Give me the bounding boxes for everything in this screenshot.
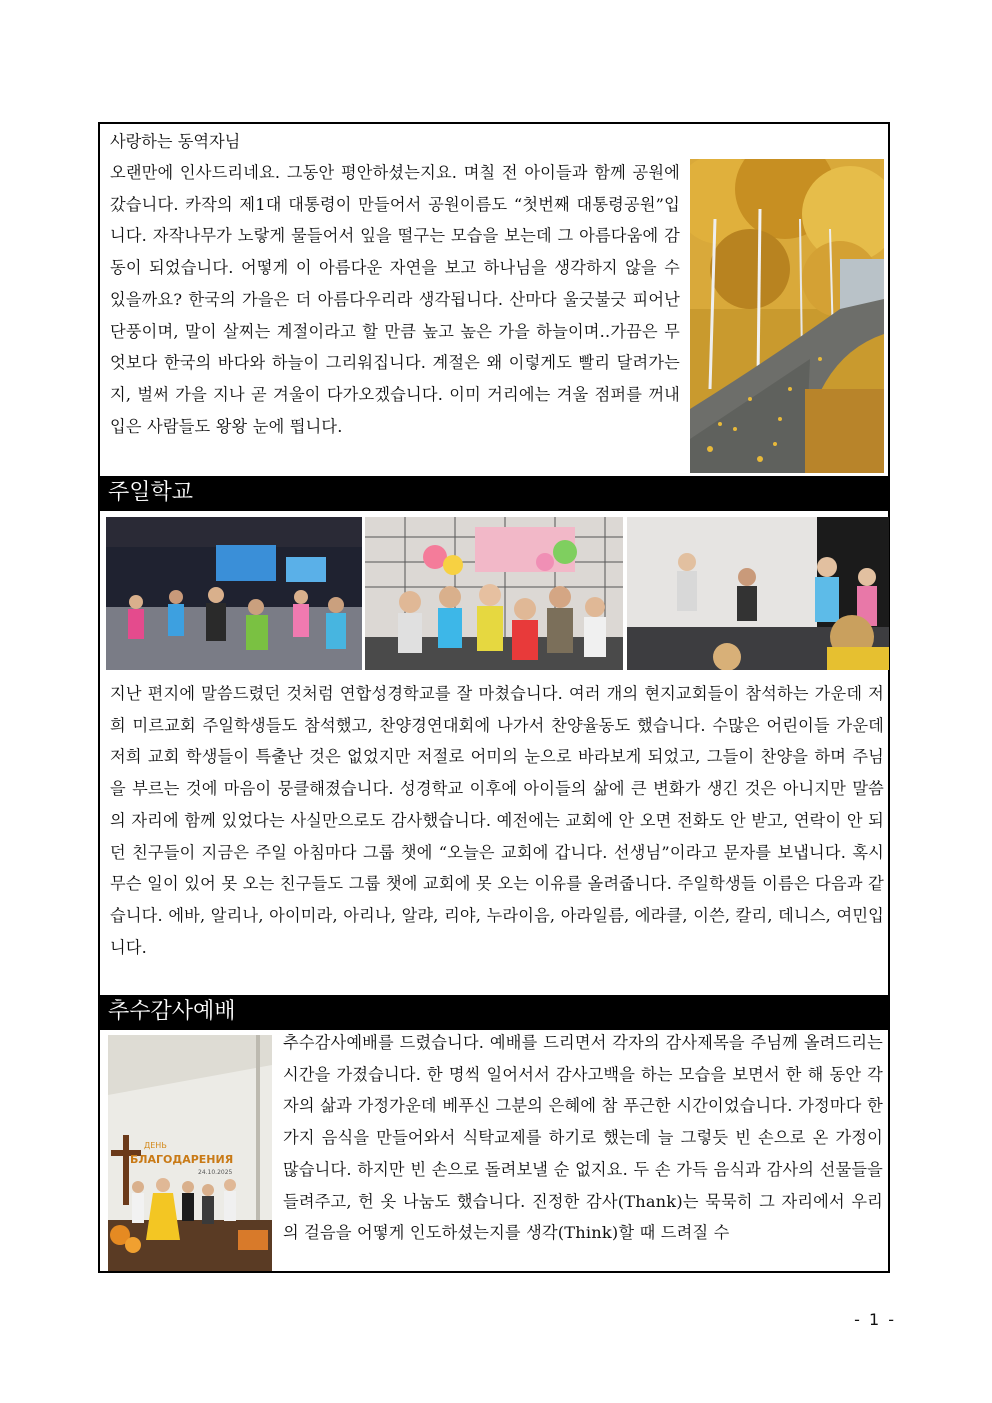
praise-dance-photo — [106, 517, 362, 670]
intro-paragraph: 오랜만에 인사드리네요. 그동안 평안하셨는지요. 며칠 전 아이들과 함께 공원에 갔습니다. 카작의 제1대 대통령이 만들어서 공원이름도 “첫번째 대통령공원”입니다. 자작나무가 노랗게 물들어서 잎을 떨구는 모습을 보는데 그 아름다움에 감동이 되었습니다. 어떻게 이 아름다운 자연을 보고 하나님을 생각하지 않을 수 있을까요? 한국의 가을은 더 아름다우리라 생각됩니다. 산마다 울긋불긋 피어난 단풍이며, 말이 살찌는 계절이라고 할 만큼 높고 높은 가을 하늘이며..가끔은 무엇보다 한국의 바다와 하늘이 그리워집니다. 계절은 왜 이렇게도 빨리 달려가는지, 벌써 가을 지나 곧 겨울이 다가오겠습니다. 이미 거리에는 겨울 점퍼를 꺼내입은 사람들도 왕왕 눈에 띕니다. — [110, 163, 680, 436]
thanksgiving-heading-bar — [100, 995, 888, 1030]
stage-presentation-photo — [627, 517, 889, 670]
thanksgiving-service-photo — [108, 1035, 272, 1271]
sunday-school-heading-bar — [100, 476, 888, 511]
thanksgiving-paragraph: 추수감사예배를 드렸습니다. 예배를 드리면서 각자의 감사제목을 주님께 올려드리는 시간을 가졌습니다. 한 명씩 일어서서 감사고백을 하는 모습을 보면서 한 해 동안 각 자의 삶과 가정가운데 베푸신 그분의 은혜에 참 푸근한 시간이었습니다. 가정마다 한 가지 음식을 만들어와서 식탁교제를 하기로 했는데 늘 그렇듯 빈 손으로 온 가정이 많습니다. 하지만 빈 손으로 돌려보낼 순 없지요. 두 손 가득 음식과 감사의 선물들을 들려주고, 헌 옷 나눔도 했습니다. 진정한 감사(Thank)는 묵묵히 그 자리에서 우리의 걸음을 어떻게 인도하셨는지를 생각(Think)할 때 드려질 수 — [283, 1033, 883, 1243]
banner-line2: БЛАГОДАРЕНИЯ — [130, 1153, 234, 1166]
greeting: 사랑하는 동역자님 — [110, 132, 241, 151]
sunday-school-heading: 주일학교 — [108, 480, 194, 505]
banner-date: 24.10.2025 — [198, 1169, 233, 1176]
children-group-photo — [365, 517, 623, 670]
banner-line1: ДЕНЬ — [144, 1141, 167, 1150]
letter-frame — [98, 122, 890, 1273]
thanksgiving-heading: 추수감사예배 — [108, 999, 236, 1024]
page-number: - 1 - — [854, 1310, 896, 1329]
birch-park-photo — [690, 159, 884, 473]
sunday-school-paragraph: 지난 편지에 말씀드렸던 것처럼 연합성경학교를 잘 마쳤습니다. 여러 개의 현지교회들이 참석하는 가운데 저희 미르교회 주일학생들도 참석했고, 찬양경연대회에 나가서 찬양율동도 했습니다. 수많은 어린이들 가운데 저희 교회 학생들이 특출난 것은 없었지만 저절로 어미의 눈으로 바라보게 되었고, 그들이 찬양을 하며 주님을 부르는 것에 마음이 뭉클해졌습니다. 성경학교 이후에 아이들의 삶에 큰 변화가 생긴 것은 아니지만 말씀의 자리에 함께 있었다는 사실만으로도 감사했습니다. 예전에는 교회에 안 오면 전화도 안 받고, 연락이 안 되던 친구들이 지금은 주일 아침마다 그룹 챗에 “오늘은 교회에 갑니다. 선생님”이라고 문자를 보냅니다. 혹시 무슨 일이 있어 못 오는 친구들도 그룹 챗에 교회에 못 오는 이유를 올려줍니다. 주일학생들 이름은 다음과 같습니다. 에바, 알리나, 아이미라, 아리나, 알랴, 리야, 누라이음, 아라일름, 에라클, 이쓴, 칼리, 데니스, 여민입니다. — [110, 684, 884, 957]
